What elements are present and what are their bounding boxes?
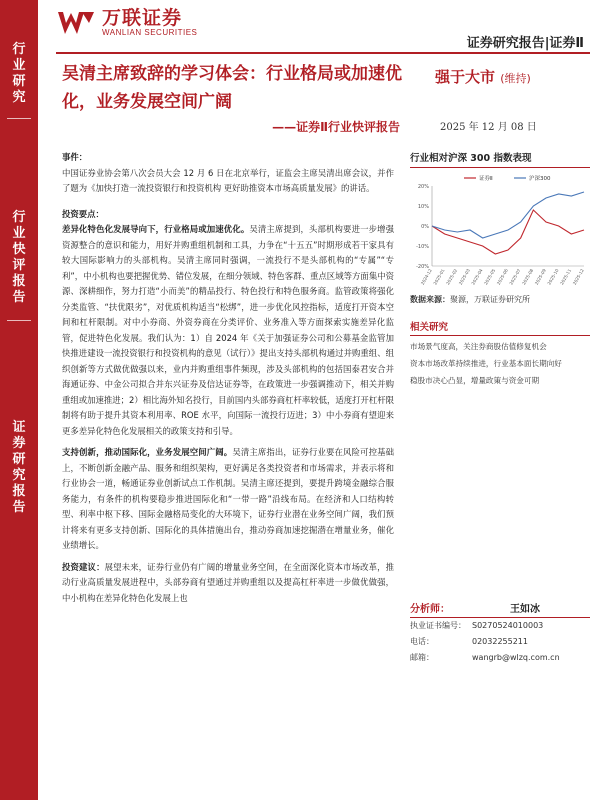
header-divider [56, 52, 590, 54]
rating-block [435, 66, 531, 87]
chart-y-tick-label: 20% [417, 184, 429, 190]
left-sidebar [0, 0, 38, 800]
analyst-info-key: 执业证书编号： [410, 621, 466, 630]
chart-y-tick-label: -20% [416, 264, 429, 270]
point-3-lead: 投资建议： [62, 561, 105, 572]
related-research-item[interactable]: 稳股市决心凸显，增量政策与资金可期 [410, 376, 540, 385]
analyst-info-value: wangrb@wlzq.com.cn [472, 653, 560, 662]
chart-source-value: 聚源，万联证券研究所 [450, 295, 530, 304]
sidebar-char: 告 [12, 500, 26, 515]
performance-chart [410, 170, 590, 290]
analyst-label: 分析师： [410, 604, 450, 615]
sidebar-char: 报 [12, 484, 26, 499]
sidebar-char: 评 [12, 258, 26, 273]
chart-x-tick-label: 2025-02 [445, 268, 459, 286]
wanlian-logo-icon [56, 9, 96, 37]
analyst-info-value: 02032255211 [472, 637, 528, 646]
sidebar-char: 券 [12, 436, 26, 451]
chart-x-tick-label: 2025-01 [432, 268, 446, 286]
sidebar-char: 快 [12, 242, 26, 257]
analyst-info-value: S0270524010003 [472, 621, 544, 630]
chart-x-tick-label: 2025-04 [470, 268, 484, 286]
report-date: 2025 年 12 月 08 日 [440, 122, 537, 133]
sidebar-char: 告 [12, 290, 26, 305]
chart-y-tick-label: 10% [417, 204, 429, 210]
sidebar-divider [7, 118, 31, 119]
point-paragraph-1 [62, 222, 394, 439]
related-research-item[interactable]: 市场景气度高，关注券商股估值修复机会 [410, 342, 547, 351]
chart-x-tick-label: 2025-06 [495, 268, 509, 286]
analyst-name: 王如冰 [510, 604, 540, 615]
chart-x-tick-label: 2025-12 [571, 268, 585, 286]
analyst-info-key: 电话： [410, 637, 434, 646]
report-title: 吴清主席致辞的学习体会：行业格局或加速优化，业务发展空间广阔 [62, 64, 402, 112]
logo-chinese-name: 万联证券 [102, 7, 183, 29]
report-type-label: 证券研究报告|证券Ⅱ [466, 36, 584, 51]
point-1-text: 吴清主席提到，头部机构要进一步增强资源整合的意识和能力，用好并购重组机制和工具，力争在“十五五”时期形成若干家具有较大国际影响力的头部机构。吴清主席同时强调，一流投行不是头部机构的“专属”“专利”，中小机构也要把握优势、错位发展，在细分领域、特色客群、重点区域等方面集中资源、深耕细作，努力打造“小而美”的精品投行、特色投行和特色服务商。监管政策将强化分类监管、“扶优限劣”，对优质机构适当“松绑”，进一步优化风控指标，适度打开资本空间和杠杆限制。对中小券商、外资券商在分类评价、业务准入等方面探索实施差异化监管，促进特色化发展。我们认为：1）自 2024 年《关于加强证券公司和公募基金监管加快推进建设一流投资银行和投资机构的意见（试行）》提出支持头部机构通过并购重组、组织创新等方式做优做强以来，业内并购重组事件频现，涉及头部机构的包括国泰君安合并海通证券、中金公司拟合并东兴证券及信达证券等，在政策进一步强调推动下，相关并购重组或加速推进；2）相比海外知名投行，目前国内头部券商杠杆率较低，适度打开杠杆限制将有助于提升其资本利用率、ROE 水平，向国际一流投行迈进；3）中小券商有望迎来更多差异化特色化发展相关的政策支持和引导。 [62, 224, 395, 436]
chart-svg [410, 170, 590, 290]
main-body [62, 150, 394, 612]
analyst-info-row [410, 650, 590, 666]
analyst-info-row [410, 618, 590, 634]
analyst-info-row [410, 634, 590, 650]
point-2-lead: 支持创新，推动国际化，业务发展空间广阔。 [62, 447, 233, 457]
related-research-heading: 相关研究 [410, 319, 590, 336]
point-3-text: 展望未来，证券行业仍有广阔的增量业务空间，在全面深化资本市场改革，推动行业高质量发展进程中，头部券商有望通过并购重组以及提高杠杆率进一步做优做强，中小机构在差异化特色化发展上也 [62, 561, 395, 603]
sidebar-char: 研 [12, 74, 26, 89]
point-paragraph-3 [62, 560, 394, 607]
point-1-lead: 差异化特色化发展导向下，行业格局或加速优化。 [62, 224, 250, 234]
related-research-list [410, 340, 590, 387]
sidebar-char: 行 [12, 210, 26, 225]
chart-x-tick-label: 2025-11 [559, 268, 573, 286]
sidebar-divider [7, 320, 31, 321]
sidebar-char: 业 [12, 58, 26, 73]
chart-title: 行业相对沪深 300 指数表现 [410, 150, 590, 168]
chart-source [410, 294, 590, 305]
report-subtitle: ——证券Ⅱ行业快评报告 [272, 120, 400, 134]
chart-x-tick-label: 2025-10 [546, 268, 560, 286]
chart-x-tick-label: 2025-05 [483, 268, 497, 286]
chart-x-tick-label: 2025-09 [533, 268, 547, 286]
chart-y-tick-label: 0% [421, 224, 429, 230]
chart-y-tick-label: -10% [416, 244, 429, 250]
sidebar-char: 行 [12, 42, 26, 57]
sidebar-char: 证 [12, 420, 26, 435]
event-heading: 事件： [62, 152, 88, 162]
chart-source-label: 数据来源： [410, 295, 450, 304]
point-paragraph-2 [62, 445, 394, 554]
right-column [410, 150, 590, 387]
sidebar-label-research-report [0, 420, 38, 516]
event-paragraph: 中国证券业协会第八次会员大会 12 月 6 日在北京举行，证监会主席吴清出席会议，并作了题为《加快打造一流投资银行和投资机构 更好助推资本市场高质量发展》的讲话。 [62, 167, 394, 193]
rating-note: (维持) [500, 72, 531, 85]
analyst-info-key: 邮箱： [410, 653, 434, 662]
rating-value: 强于大市 [435, 68, 496, 86]
sidebar-label-industry-research [0, 42, 38, 106]
chart-legend-label: 沪深300 [529, 176, 551, 182]
chart-series-line-1 [432, 192, 584, 238]
company-logo [56, 8, 197, 38]
analyst-block [410, 600, 590, 666]
sidebar-char: 究 [12, 468, 26, 483]
chart-legend-label: 证券Ⅱ [479, 176, 493, 182]
sidebar-label-quick-review [0, 210, 38, 306]
chart-x-tick-label: 2024-12 [419, 268, 433, 286]
point-2-text: 吴清主席指出，证券行业要在风险可控基础上，不断创新金融产品、服务和组织架构，更好满足各类投资者和市场需求，并表示将和行业协会一道，畅通证券业创新试点工作机制。吴清主席还提到，要提升跨境金融综合服务能力，有条件的机构要稳步推进国际化和“一带一路”沿线布局。在经济和人口结构转型、利率中枢下移、国际金融格局变化的大环境下，证券行业潜在业务空间广阔，我们预计将来有更多支持创新、国际化的具体措施出台，推动券商加速挖掘潜在增量业务，催化业绩增长。 [62, 447, 394, 550]
related-research-item[interactable]: 资本市场改革持续推进，行业基本面长期向好 [410, 359, 562, 368]
key-points-heading: 投资要点： [62, 208, 104, 219]
chart-x-tick-label: 2025-07 [508, 268, 522, 286]
sidebar-char: 业 [12, 226, 26, 241]
chart-x-tick-label: 2025-08 [521, 268, 535, 286]
logo-english-name: WANLIAN SECURITIES [102, 28, 198, 37]
chart-x-tick-label: 2025-03 [457, 268, 471, 286]
sidebar-char: 报 [12, 274, 26, 289]
sidebar-char: 究 [12, 90, 26, 105]
sidebar-char: 研 [12, 452, 26, 467]
